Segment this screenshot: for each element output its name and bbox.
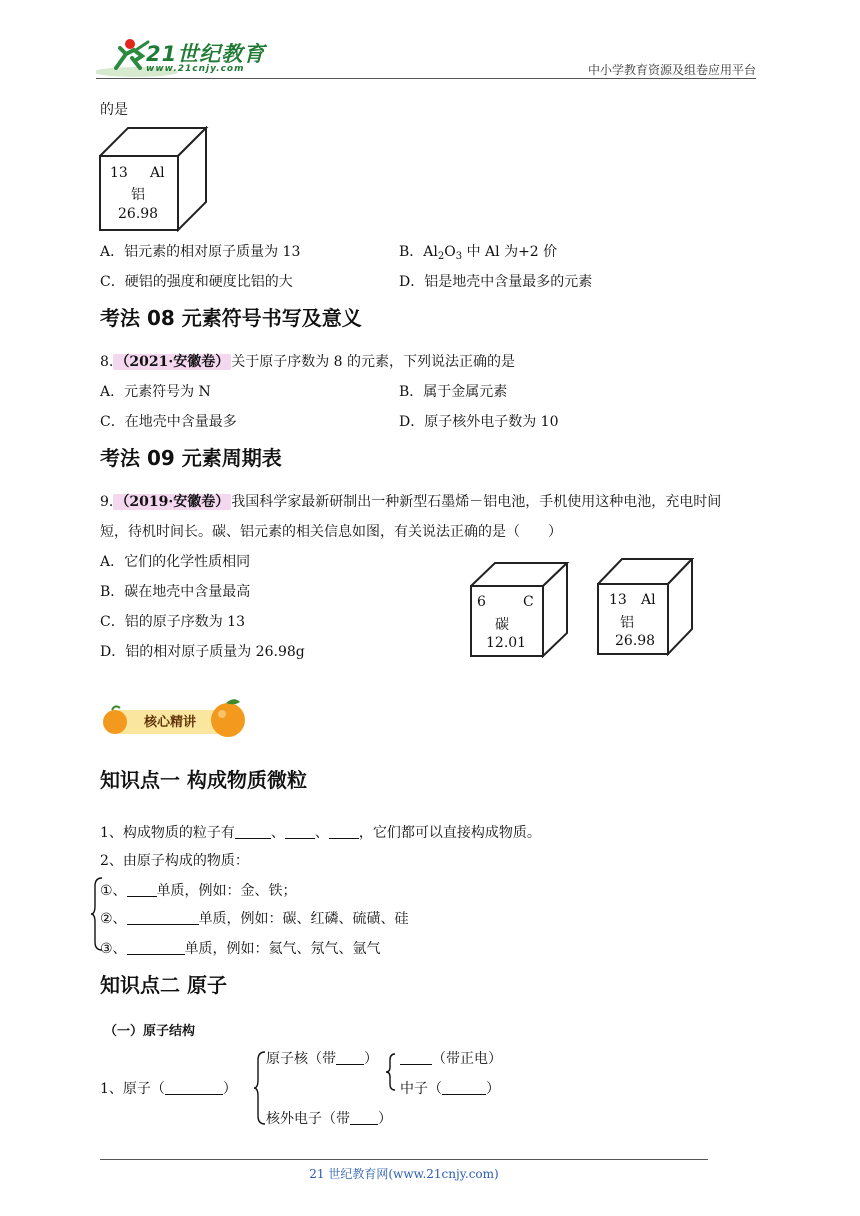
kp1-item1: ①、 单质，例如：金、铁； bbox=[100, 883, 297, 899]
q8-option-a: A．元素符号为 N bbox=[100, 384, 211, 400]
kp1-line2: 2、由原子构成的物质： bbox=[100, 853, 249, 869]
logo-text: 21世纪教育 bbox=[146, 42, 266, 66]
q7-option-d: D．铝是地壳中含量最多的元素 bbox=[399, 274, 593, 290]
q7-stem-end: 的是 bbox=[100, 102, 128, 118]
kp2-subheading: （一）原子结构 bbox=[104, 1024, 196, 1039]
kp1-heading: 知识点一 构成物质微粒 bbox=[100, 768, 307, 792]
section-09-heading: 考法 09 元素周期表 bbox=[100, 446, 282, 470]
neutron-line: 中子（ ） bbox=[400, 1081, 500, 1097]
proton-line: （带正电） bbox=[400, 1048, 502, 1068]
atom-brace-icon bbox=[253, 1050, 267, 1126]
nucleus-brace-icon bbox=[385, 1052, 397, 1092]
q9-option-d: D．铝的相对原子质量为 26.98g bbox=[100, 644, 305, 660]
atom-line: 1、原子（ ） bbox=[100, 1081, 237, 1097]
q7-cube-number: 13 bbox=[110, 165, 128, 181]
q8-stem: 8. （2021·安徽卷） 关于原子序数为 8 的元素，下列说法正确的是 bbox=[100, 354, 516, 370]
q8-option-b: B．属于金属元素 bbox=[399, 384, 508, 400]
q7-cube-mass: 26.98 bbox=[118, 206, 159, 222]
q9-aluminium-number: 13 bbox=[609, 592, 627, 608]
q8-source: （2021·安徽卷） bbox=[115, 354, 230, 370]
q9-carbon-number: 6 bbox=[477, 594, 486, 610]
q7-cube-name: 铝 bbox=[131, 187, 145, 203]
q7-cube-symbol: Al bbox=[150, 165, 165, 181]
header-platform-name: 中小学教育资源及组卷应用平台 bbox=[587, 63, 756, 77]
q9-carbon-mass: 12.01 bbox=[486, 635, 527, 651]
electron-line: 核外电子（带 ） bbox=[266, 1111, 392, 1127]
footer-divider bbox=[100, 1159, 708, 1160]
section-08-heading: 考法 08 元素符号书写及意义 bbox=[100, 306, 362, 330]
q8-option-c: C．在地壳中含量最多 bbox=[100, 414, 237, 430]
logo-url: www.21cnjy.com bbox=[146, 64, 245, 74]
kp1-item3: ③、 单质，例如：氦气、氖气、氩气 bbox=[100, 941, 381, 957]
kp2-heading: 知识点二 原子 bbox=[100, 973, 227, 997]
q8-option-d: D．原子核外电子数为 10 bbox=[399, 414, 559, 430]
header-divider bbox=[96, 78, 756, 79]
footer-link[interactable]: 21 世纪教育网(www.21cnjy.com) bbox=[309, 1167, 499, 1181]
q9-stem-line2: 短，待机时间长。碳、铝元素的相关信息如图，有关说法正确的是（ ） bbox=[100, 524, 562, 540]
q7-option-b: B．$Al_2O_3$ 中 Al 为+2 价 bbox=[399, 244, 558, 262]
q9-aluminium-mass: 26.98 bbox=[615, 633, 656, 649]
kp1-line1: 1、构成物质的粒子有 、 、 ，它们都可以直接构成物质。 bbox=[100, 825, 541, 841]
q7-option-c: C．硬铝的强度和硬度比铝的大 bbox=[100, 274, 293, 290]
q9-aluminium-symbol: Al bbox=[641, 592, 656, 608]
kp1-item2: ②、 单质，例如：碳、红磷、硫磺、硅 bbox=[100, 911, 409, 927]
banner-label: 核心精讲 bbox=[143, 715, 196, 730]
q9-option-c: C．铝的原子序数为 13 bbox=[100, 614, 245, 630]
q9-option-a: A．它们的化学性质相同 bbox=[100, 554, 251, 570]
q9-stem-line1: 9. （2019·安徽卷） 我国科学家最新研制出一种新型石墨烯－铝电池，手机使用这种电池，充电时间 bbox=[100, 494, 722, 510]
q9-aluminium-name: 铝 bbox=[620, 615, 634, 631]
q9-carbon-symbol: C bbox=[523, 594, 534, 610]
q9-carbon-name: 碳 bbox=[495, 617, 509, 633]
q7-option-a: A．铝元素的相对原子质量为 13 bbox=[100, 244, 301, 260]
q9-source: （2019·安徽卷） bbox=[115, 494, 230, 510]
nucleus-line: 原子核（带 ） bbox=[266, 1051, 378, 1067]
q9-option-b: B．碳在地壳中含量最高 bbox=[100, 584, 251, 600]
